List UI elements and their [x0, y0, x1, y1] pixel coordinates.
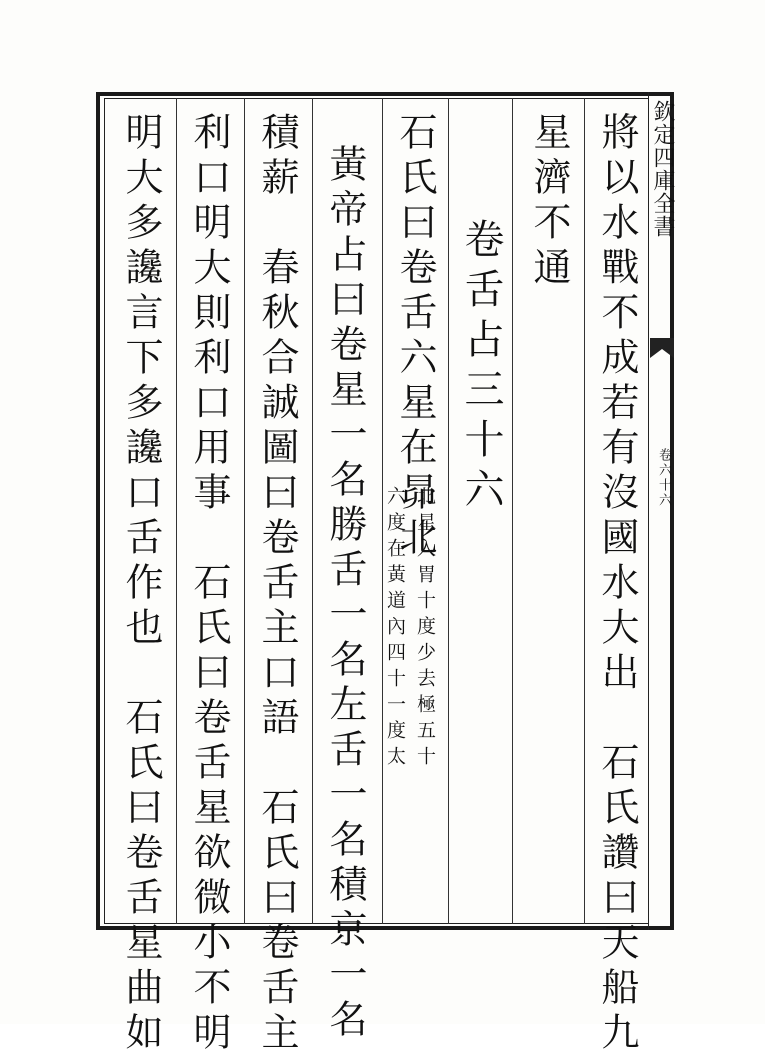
text-column-7: 積薪 春秋合誠圖曰卷舌主口語 石氏曰卷舌主	[255, 112, 299, 1057]
column-divider	[448, 98, 449, 924]
volume-marker: 卷六十六	[656, 448, 671, 508]
column-divider	[382, 98, 383, 924]
column-divider	[176, 98, 177, 924]
column-divider	[584, 98, 585, 924]
text-column-2: 星濟不通	[527, 112, 571, 292]
note-line-left: 六度在黃道內四十一度太	[384, 486, 406, 772]
column-divider	[312, 98, 313, 924]
text-column-8: 利口明大則利口用事 石氏曰卷舌星欲微小不明	[187, 112, 231, 1057]
book-title: 欽定四庫全書	[650, 100, 675, 238]
column-divider	[244, 98, 245, 924]
text-column-9: 明大多讒言下多讒口舌作也 石氏曰卷舌星曲如	[119, 112, 163, 1057]
interlinear-note	[384, 486, 436, 772]
note-line-right: 北星入胃十度少去極五十	[414, 486, 436, 772]
text-column-1: 將以水戰不成若有沒國水大出 石氏讚曰天船九	[595, 112, 639, 1057]
section-heading: 卷舌占三十六	[458, 218, 504, 518]
text-column-6: 黃帝占曰卷星一名勝舌一名左舌一名積京一名	[323, 144, 367, 1044]
text-column-4: 石氏曰卷舌六星在昴北	[393, 112, 437, 562]
column-divider	[512, 98, 513, 924]
